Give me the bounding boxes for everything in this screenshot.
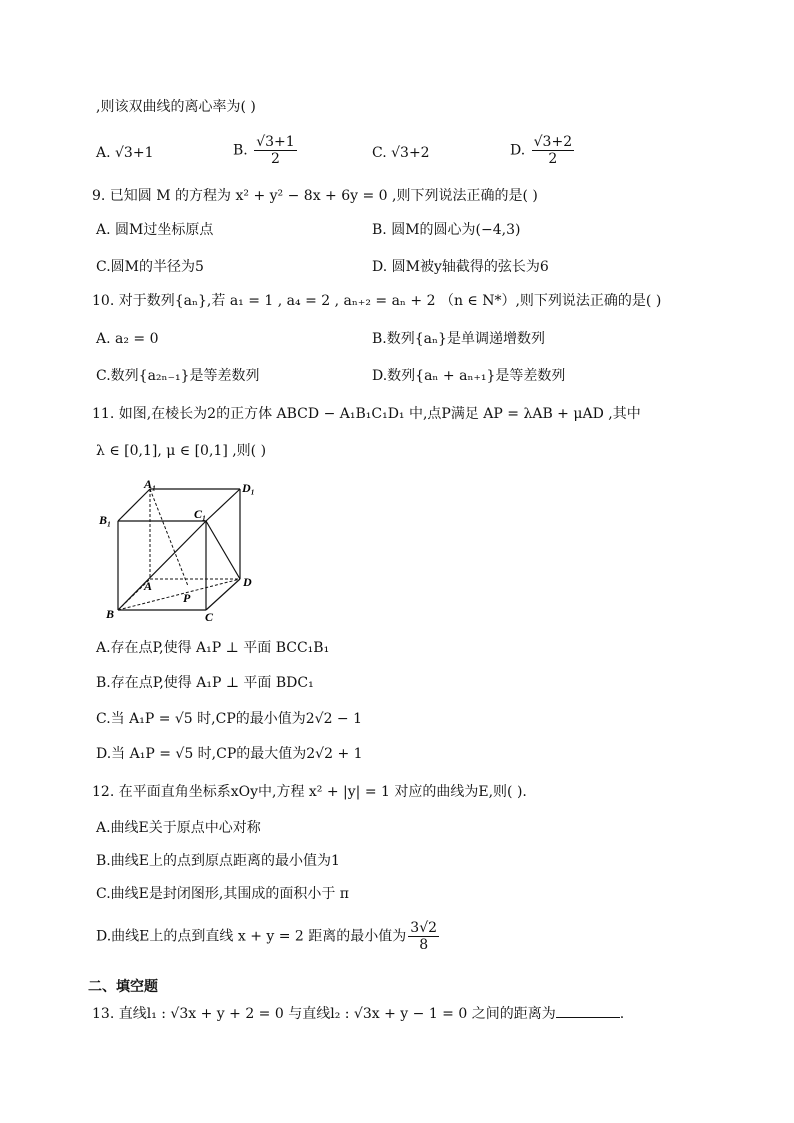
q9-option-d: D. 圆M被y轴截得的弦长为6 (372, 259, 549, 275)
q9-stem: 9. 已知圆 M 的方程为 x² + y² − 8x + 6y = 0 ,则下列说法正确的是( ) (92, 188, 538, 204)
q8-stem-tail: ,则该双曲线的离心率为( ) (96, 99, 256, 115)
q11-option-b: B.存在点P,使得 A₁P ⊥ 平面 BDC₁ (96, 675, 314, 691)
q10-option-a: A. a₂ = 0 (96, 331, 159, 347)
q12-option-d (96, 920, 441, 953)
q8-option-d (510, 134, 576, 167)
section-title: 二、填空题 (88, 979, 158, 995)
fraction-numerator: 3√2 (410, 920, 438, 936)
q8-option-a (96, 143, 153, 163)
label-b: B (106, 607, 115, 621)
cube-edge (118, 489, 150, 521)
label-d: D (243, 575, 252, 589)
q9-option-c: C.圆M的半径为5 (96, 259, 204, 275)
label-a: A (144, 579, 153, 593)
q13-stem (92, 1003, 624, 1024)
cube-edge (206, 579, 240, 610)
q10-option-d: D.数列{aₙ + aₙ₊₁}是等差数列 (372, 368, 566, 384)
cube-edge (206, 521, 240, 579)
hidden-edge (118, 579, 240, 610)
q8-option-c (372, 143, 430, 163)
label-b1: B₁ (99, 513, 112, 527)
label-d1: D₁ (242, 481, 255, 495)
q11-option-a: A.存在点P,使得 A₁P ⊥ 平面 BCC₁B₁ (96, 640, 330, 656)
option-fraction (408, 920, 439, 953)
label-a1: A₁ (144, 478, 157, 491)
label-c: C (205, 610, 214, 624)
option-label: A. (96, 145, 116, 161)
fraction-denominator: 2 (548, 151, 558, 167)
option-label: D. (510, 142, 530, 159)
option-label: B. (233, 142, 253, 159)
q9-option-b: B. 圆M的圆心为(−4,3) (372, 222, 521, 238)
option-expr: √3+2 (391, 145, 430, 161)
cube-edge (206, 489, 240, 521)
label-p: P (183, 591, 191, 605)
q10-option-b: B.数列{aₙ}是单调递增数列 (372, 331, 545, 347)
q12-option-c: C.曲线E是封闭图形,其围成的面积小于 π (96, 886, 349, 902)
option-fraction (532, 134, 574, 167)
option-text: D.曲线E上的点到直线 x + y = 2 距离的最小值为 (96, 928, 407, 945)
q8-option-b (233, 134, 299, 167)
q10-option-c: C.数列{a₂ₙ₋₁}是等差数列 (96, 368, 260, 384)
option-fraction (254, 134, 296, 167)
q12-stem: 12. 在平面直角坐标系xOy中,方程 x² + |y| = 1 对应的曲线为E,则( ). (92, 784, 527, 800)
q10-stem: 10. 对于数列{aₙ},若 a₁ = 1 , a₄ = 2 , aₙ₊₂ = aₙ + 2 （n ∈ N*）,则下列说法正确的是( ) (92, 293, 662, 309)
cube-edge (118, 521, 206, 610)
label-c1: C₁ (194, 507, 207, 521)
cube-figure (96, 478, 266, 626)
q12-option-b: B.曲线E上的点到原点距离的最小值为1 (96, 853, 340, 869)
q12-option-a: A.曲线E关于原点中心对称 (96, 820, 261, 836)
fraction-numerator: √3+1 (256, 134, 295, 150)
option-expr: √3+1 (115, 145, 154, 161)
fraction-denominator: 8 (419, 937, 429, 953)
fraction-denominator: 2 (270, 151, 280, 167)
q11-stem-line1: 11. 如图,在棱长为2的正方体 ABCD − A₁B₁C₁D₁ 中,点P满足 AP = λAB + μAD ,其中 (92, 406, 641, 422)
q11-stem-line2: λ ∈ [0,1], μ ∈ [0,1] ,则( ) (96, 443, 267, 459)
q11-option-c: C.当 A₁P = √5 时,CP的最小值为2√2 − 1 (96, 711, 363, 727)
fraction-numerator: √3+2 (533, 134, 573, 150)
q13-end: . (619, 1006, 625, 1022)
answer-blank[interactable] (556, 1003, 620, 1018)
option-label: C. (372, 145, 392, 161)
q11-option-d: D.当 A₁P = √5 时,CP的最大值为2√2 + 1 (96, 746, 363, 762)
q9-option-a: A. 圆M过坐标原点 (96, 222, 214, 238)
q13-text: 13. 直线l₁ : √3x + y + 2 = 0 与直线l₂ : √3x + y − 1 = 0 之间的距离为 (92, 1006, 556, 1022)
